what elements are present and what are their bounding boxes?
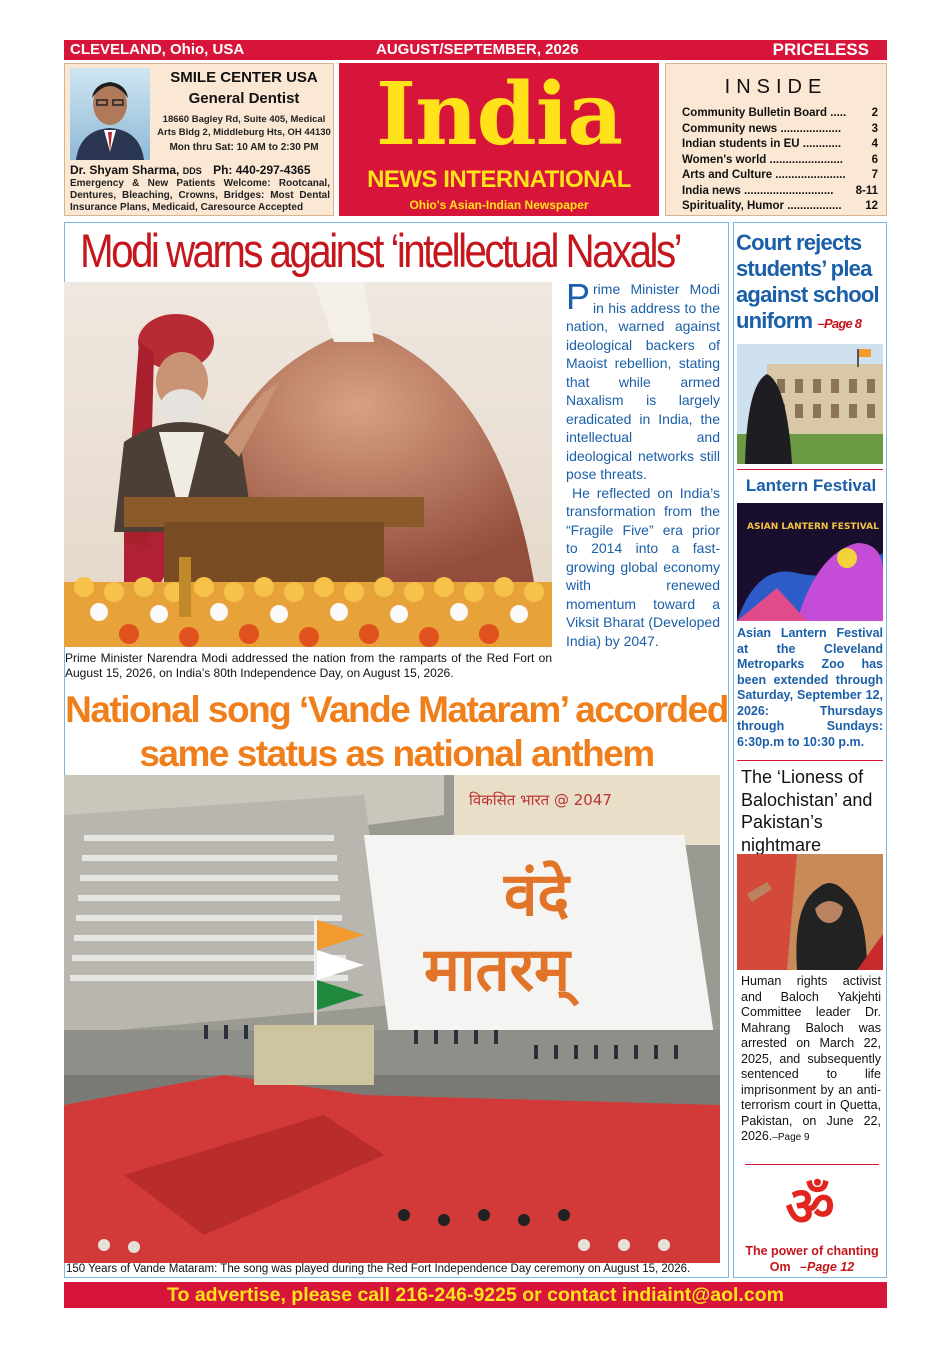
- lead-photo-caption: Prime Minister Narendra Modi addressed the nation from the ramparts of the Red Fort on August 15, 2026, on India’s 80th Independence Day, on August 15, 2026.: [65, 651, 552, 680]
- lead-dropcap: P: [566, 276, 591, 317]
- issue-date: AUGUST/SEPTEMBER, 2026: [376, 41, 579, 58]
- sidebar-story3-caption: [741, 974, 881, 1146]
- toc-item[interactable]: [682, 168, 878, 184]
- ad-phone[interactable]: Ph: 440-297-4365: [213, 163, 311, 177]
- lead-headline[interactable]: Modi warns against ‘intellectual Naxals’: [80, 224, 680, 277]
- toc-page: 4: [871, 138, 878, 150]
- dentist-ad[interactable]: [64, 63, 334, 216]
- ad-services: Emergency & New Patients Welcome: Rootcanal, Dentures, Bleaching, Crowns, Bridges: Most Dental Insurance Plans, Medicaid, Caresource Accepted: [70, 178, 330, 213]
- masthead-subtitle: NEWS INTERNATIONAL: [367, 166, 631, 193]
- ad-hours: Mon thru Sat: 10 AM to 2:30 PM: [169, 142, 319, 153]
- ad-doctor-suffix: DDS: [182, 166, 202, 176]
- ad-doctor-line: [70, 163, 330, 177]
- ceremony-banner-text: विकसित भारत @ 2047: [469, 791, 612, 809]
- second-headline[interactable]: National song ‘Vande Mataram’ accorded same status as national anthem: [65, 689, 728, 774]
- om-symbol-icon: [777, 1173, 843, 1239]
- toc-item[interactable]: [682, 199, 878, 215]
- court-photo[interactable]: [737, 344, 883, 464]
- ad-business-name: SMILE CENTER USA: [170, 69, 318, 86]
- masthead-title: India: [375, 64, 623, 165]
- toc-label: Indian students in EU ............: [682, 138, 842, 150]
- sidebar-story1-title: Court rejects students’ plea against school uniform: [736, 230, 879, 333]
- inside-contents-box: [665, 63, 887, 216]
- lantern-festival-photo[interactable]: [737, 503, 883, 621]
- toc-item[interactable]: [682, 106, 878, 122]
- masthead: [339, 63, 659, 216]
- ad-doctor-name: Dr. Shyam Sharma,: [70, 163, 180, 177]
- toc-label: Spirituality, Humor .................: [682, 200, 842, 212]
- sidebar-story4-caption[interactable]: [737, 1243, 887, 1275]
- toc-page: 3: [871, 122, 878, 135]
- sidebar-story1-headline[interactable]: [736, 230, 886, 337]
- toc-item[interactable]: [682, 184, 878, 200]
- om-glyph: ॐ: [785, 1175, 835, 1238]
- location-text: CLEVELAND, Ohio, USA: [70, 41, 245, 58]
- sidebar-divider: [737, 469, 883, 470]
- sidebar-story4-text: The power of chanting Om: [745, 1244, 879, 1274]
- toc-page: 7: [871, 169, 878, 181]
- table-of-contents: [682, 106, 878, 215]
- svg-text:मातरम्: मातरम्: [424, 935, 571, 1005]
- toc-page: 2: [871, 107, 878, 119]
- sidebar-story3-headline[interactable]: The ‘Lioness of Balochistan’ and Pakistan’s nightmare: [741, 767, 873, 855]
- ad-specialty: General Dentist: [188, 90, 300, 107]
- sidebar-story3-page-ref: –Page 9: [772, 1132, 810, 1143]
- ceremony-photo-caption: 150 Years of Vande Mataram: The song was played during the Red Fort Independence Day ceremony on August 15, 2026.: [66, 1263, 691, 1275]
- toc-page: 6: [871, 153, 878, 166]
- dentist-portrait: [70, 68, 150, 160]
- masthead-tagline: Ohio's Asian-Indian Newspaper: [409, 198, 589, 212]
- lantern-logo-text: ASIAN LANTERN FESTIVAL: [747, 522, 879, 532]
- price-label: PRICELESS: [772, 40, 869, 59]
- toc-item[interactable]: [682, 153, 878, 169]
- top-bar: [64, 40, 887, 60]
- toc-page: 8-11: [855, 184, 878, 197]
- sidebar-story4-page-ref: –Page 12: [800, 1260, 855, 1274]
- lead-photo[interactable]: [64, 282, 552, 647]
- sidebar-story3-text: Human rights activist and Baloch Yakjehti Committee leader Dr. Mahrang Baloch was arrested on March 22, 2025, and subsequently sentenced to life imprisonment by an anti-terrorism court in Quetta, Pakistan, on June 22, 2026.: [741, 974, 881, 1143]
- toc-item[interactable]: [682, 137, 878, 153]
- toc-label: Arts and Culture ......................: [682, 169, 846, 181]
- toc-label: India news ............................: [682, 184, 834, 197]
- sidebar-story2-headline[interactable]: Lantern Festival: [745, 476, 877, 495]
- activist-photo[interactable]: [737, 854, 883, 970]
- toc-item[interactable]: [682, 122, 878, 138]
- toc-label: Women's world .......................: [682, 153, 843, 166]
- toc-label: Community Bulletin Board .....: [682, 107, 847, 119]
- lead-paragraph-1: rime Minister Modi in his address to the nation, warned against ideological backers of Maoist rebellion, stating that while armed Naxalism is largely eradicated in India, the intellectual and ideological networks still pose threats.: [566, 281, 720, 482]
- lead-paragraph-2: He reflected on India’s transformation from the “Fragile Five” era prior to 2014 into a fast-growing global economy with renewed momentum toward a Viksit Bharat (Developed India) by 2047.: [566, 484, 720, 649]
- svg-text:वंदे: वंदे: [504, 860, 570, 930]
- sidebar-divider: [745, 1164, 879, 1165]
- sidebar-story1-page-ref: –Page 8: [817, 316, 862, 331]
- ceremony-photo[interactable]: [64, 775, 720, 1263]
- advertise-footer[interactable]: To advertise, please call 216-246-9225 or contact indiaint@aol.com: [64, 1282, 887, 1308]
- toc-label: Community news ...................: [682, 122, 842, 135]
- sidebar-divider: [737, 760, 883, 761]
- lead-story-text: [566, 276, 720, 650]
- toc-page: 12: [865, 200, 878, 212]
- inside-heading: INSIDE: [724, 76, 828, 98]
- ad-address: 18660 Bagley Rd, Suite 405, Medical Arts Bldg 2, Middleburg Hts, OH 44130: [157, 114, 331, 138]
- sidebar-story2-caption: Asian Lantern Festival at the Cleveland Metroparks Zoo has been extended through Saturday, September 12, 2026: Thursdays through Sundays: 6:30p.m to 10:30 p.m.: [737, 626, 883, 749]
